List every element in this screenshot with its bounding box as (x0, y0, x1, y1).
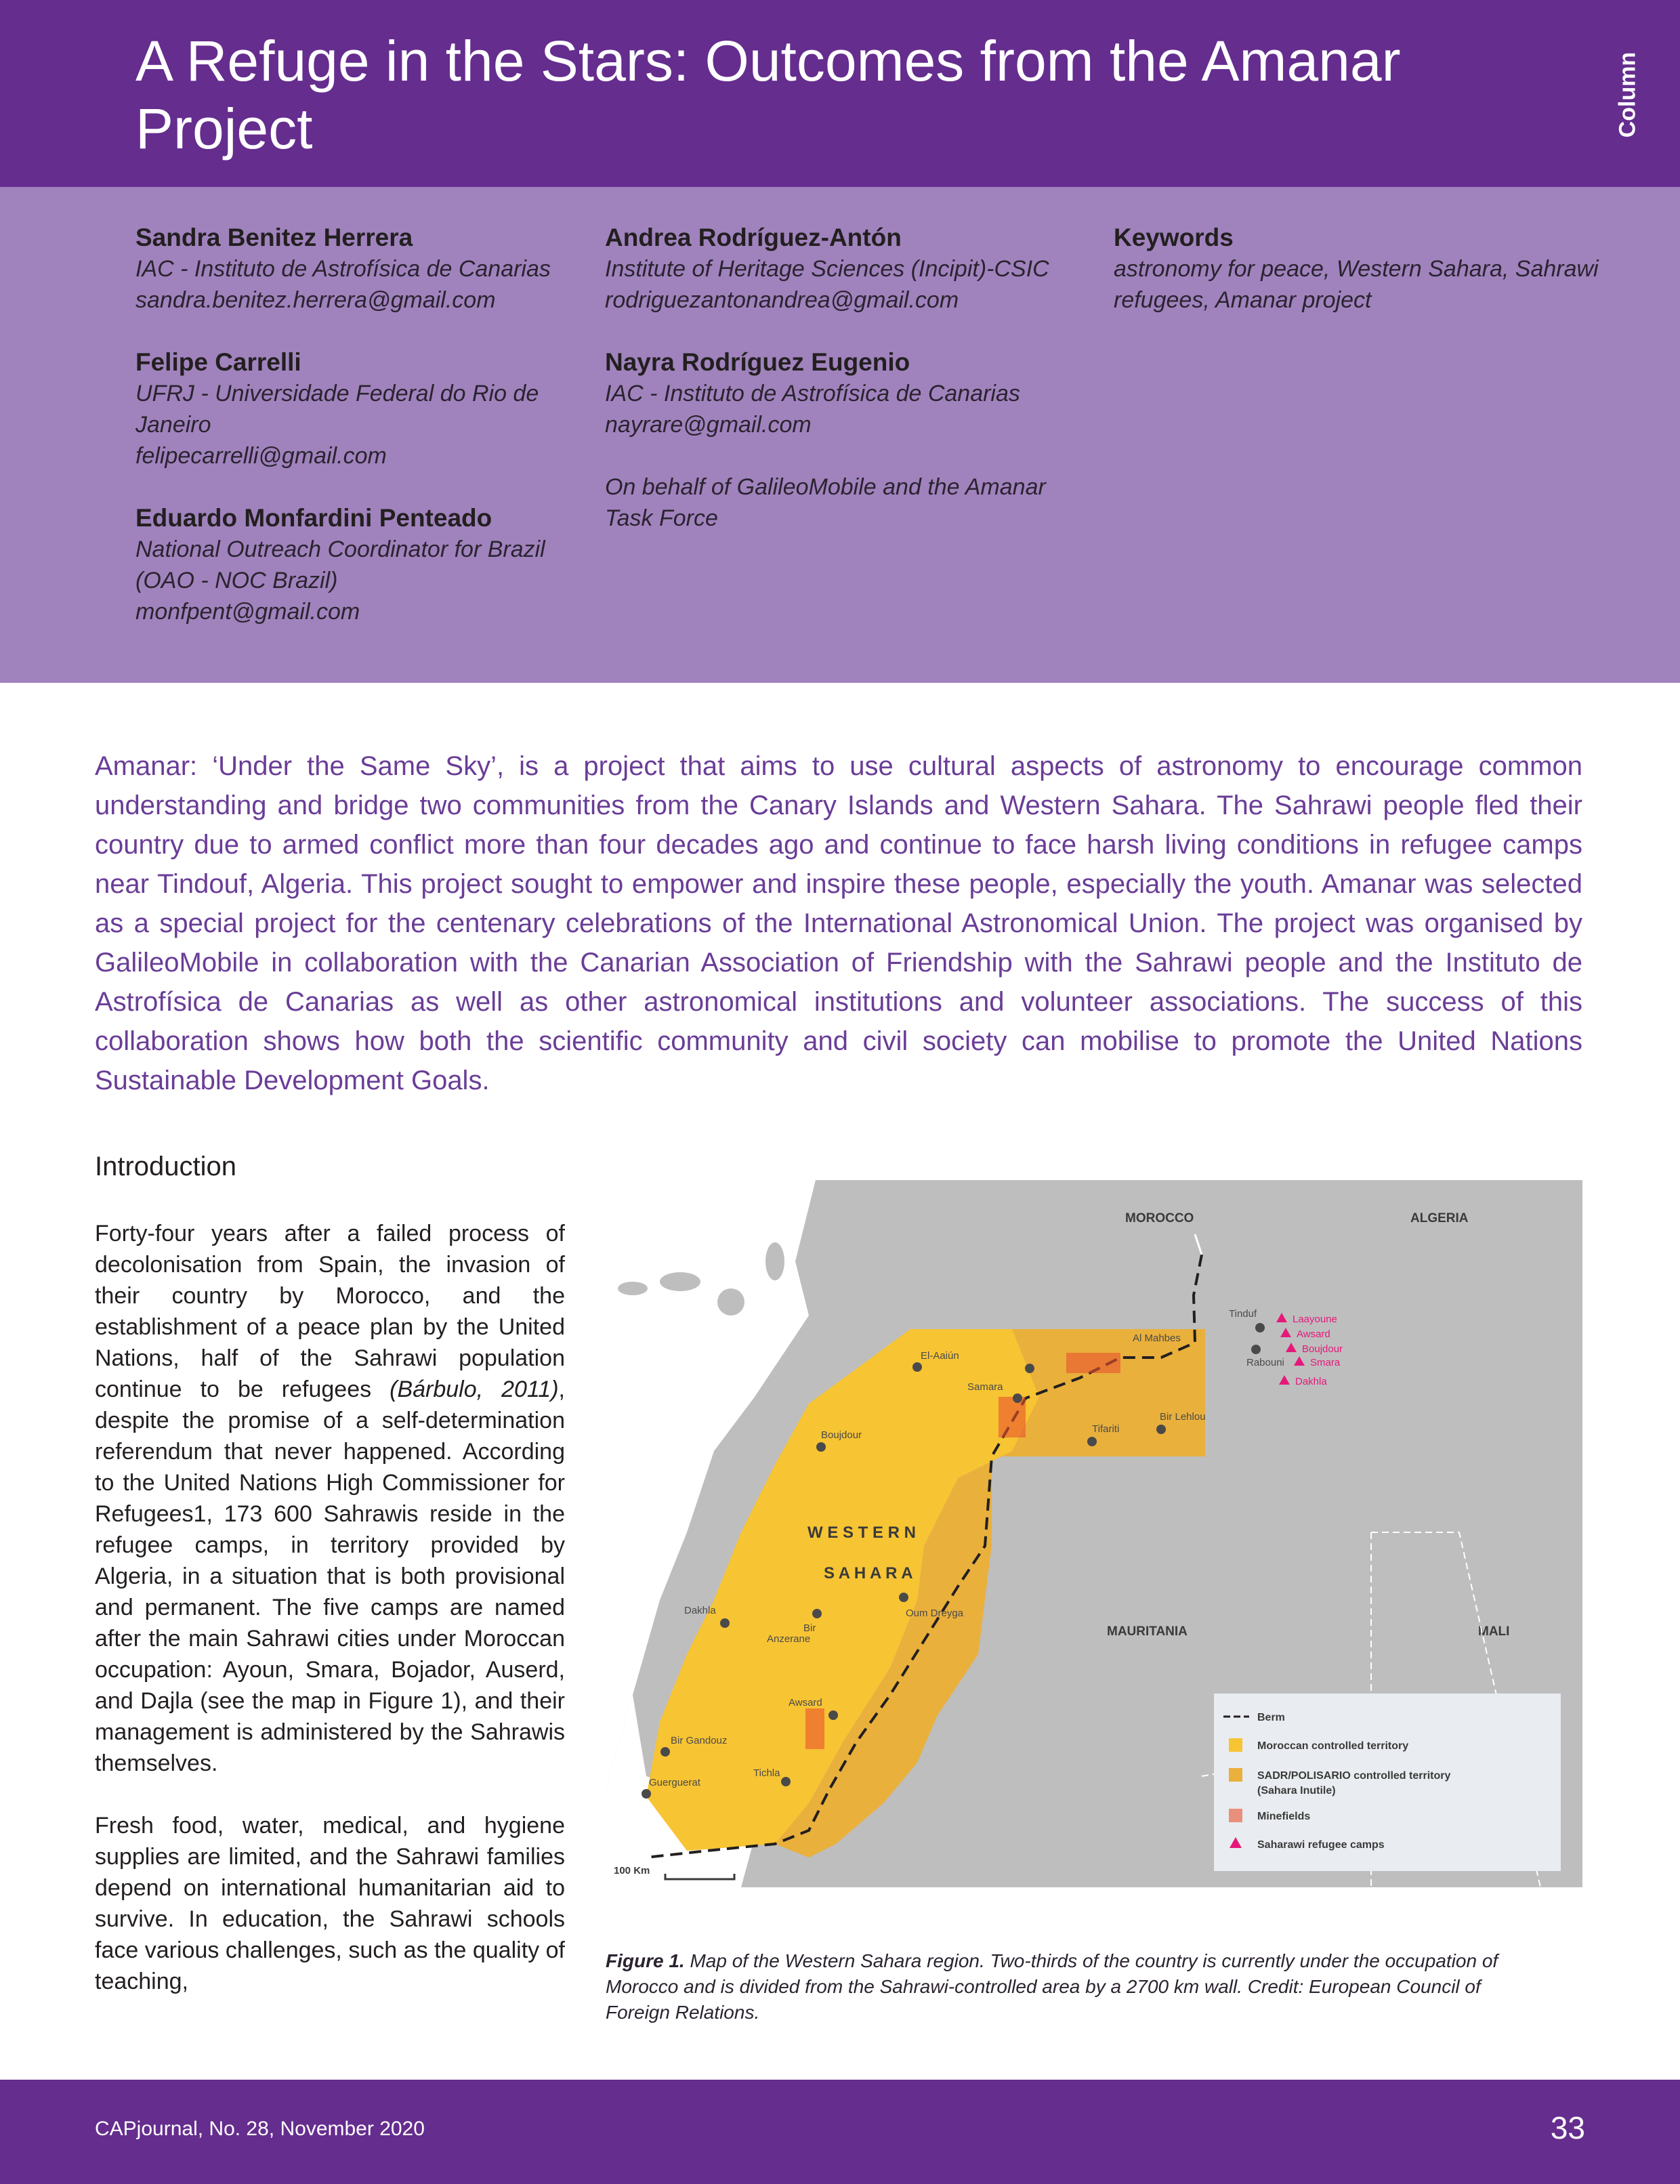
city-label: Awsard (789, 1697, 822, 1708)
city-label: Samara (967, 1381, 1003, 1393)
city-dot (660, 1747, 670, 1757)
author-block (135, 347, 569, 471)
canary-island (618, 1282, 648, 1295)
legend-sadr-sublabel: (Sahara Inutile) (1257, 1785, 1336, 1797)
author-block (135, 222, 569, 316)
city-dot (1025, 1364, 1034, 1373)
map-label-morocco: MOROCCO (1125, 1211, 1194, 1225)
city-label: Tifariti (1092, 1423, 1120, 1435)
section-tag-label: Column (1614, 51, 1641, 138)
city-label: Oum Dreyga (906, 1608, 964, 1619)
author-affiliation: IAC - Instituto de Astrofísica de Canarias (605, 381, 1020, 406)
introduction-body (95, 1218, 565, 2028)
figure-caption (606, 1948, 1540, 2025)
author-affiliation: Janeiro (135, 412, 211, 438)
city-label: Dakhla (684, 1605, 716, 1616)
authors-column-1 (135, 222, 569, 658)
camp-label: Dakhla (1295, 1376, 1327, 1387)
legend-sadr-swatch (1229, 1768, 1242, 1782)
on-behalf-line-1: On behalf of GalileoMobile and the Amanar (605, 474, 1046, 500)
city-label: Guerguerat (649, 1777, 700, 1788)
camp-label: Smara (1310, 1357, 1341, 1368)
author-affiliation: UFRJ - Universidade Federal do Rio de (135, 381, 539, 406)
map-label-mauritania: MAURITANIA (1107, 1624, 1188, 1639)
keywords-line-1: astronomy for peace, Western Sahara, Sahrawi (1114, 256, 1599, 282)
city-label: Anzerane (767, 1633, 811, 1645)
on-behalf-note (605, 471, 1093, 534)
city-label: Bir Gandouz (671, 1735, 728, 1746)
city-dot (828, 1710, 838, 1720)
introduction-heading: Introduction (95, 1152, 237, 1181)
city-dot (816, 1442, 826, 1452)
canary-island (717, 1288, 744, 1316)
legend-minefields-swatch (1229, 1809, 1242, 1822)
city-dot (781, 1777, 791, 1786)
author-block (605, 347, 1093, 440)
page-number: 33 (1550, 2110, 1585, 2145)
map-label-sahara: S A H A R A (824, 1564, 913, 1582)
author-block (605, 222, 1093, 316)
author-name: Nayra Rodríguez Eugenio (605, 348, 910, 376)
keywords-heading: Keywords (1114, 224, 1234, 251)
title-line-1: A Refuge in the Stars: Outcomes from the Amanar (135, 29, 1401, 93)
city-label: El-Aaiún (921, 1350, 959, 1362)
author-email[interactable]: felipecarrelli@gmail.com (135, 443, 387, 469)
city-dot (1251, 1345, 1261, 1354)
author-block (135, 503, 569, 627)
city-label: Boujdour (821, 1429, 862, 1441)
city-label: Al Mahbes (1133, 1332, 1181, 1344)
article-title (135, 27, 1456, 163)
keywords-column (1114, 222, 1601, 316)
camp-label: Awsard (1297, 1328, 1330, 1340)
figure-label: Figure 1. (606, 1950, 685, 1971)
journal-citation: CAPjournal, No. 28, November 2020 (95, 2118, 425, 2140)
map-label-algeria: ALGERIA (1410, 1211, 1469, 1225)
map-label-mali: MALI (1478, 1624, 1510, 1639)
author-name: Felipe Carrelli (135, 348, 301, 376)
city-dot (899, 1593, 908, 1602)
camp-label: Laayoune (1293, 1314, 1337, 1325)
city-dot (642, 1789, 651, 1799)
minefield (999, 1397, 1026, 1437)
author-affiliation: Institute of Heritage Sciences (Incipit)-CSIC (605, 256, 1049, 282)
legend-moroccan-swatch (1229, 1738, 1242, 1752)
city-label: Bir (803, 1622, 816, 1634)
author-email[interactable]: nayrare@gmail.com (605, 412, 812, 438)
authors-panel (0, 187, 1680, 683)
city-dot (1156, 1425, 1166, 1434)
city-dot (1087, 1437, 1097, 1446)
citation: (Bárbulo, 2011) (390, 1377, 559, 1402)
legend-berm-label: Berm (1257, 1712, 1285, 1723)
author-name: Andrea Rodríguez-Antón (605, 224, 902, 251)
western-sahara-map (606, 1180, 1582, 1887)
keywords-line-2: refugees, Amanar project (1114, 287, 1372, 313)
author-email[interactable]: rodriguezantonandrea@gmail.com (605, 287, 959, 313)
canary-island (807, 1214, 824, 1268)
city-label: Rabouni (1246, 1357, 1284, 1368)
city-dot (1013, 1393, 1022, 1403)
author-name: Eduardo Monfardini Penteado (135, 504, 492, 532)
paragraph-1-end: , despite the promise of a self-determination referendum that never happened. According to the United Nations High Commissioner for Refugees1, 173 600 Sahrawis reside in the refugee camps, in territory provided by Algeria, in a situation that is both provisional and permanent. The five camps are named after the main Sahrawi cities under Moroccan occupation: Ayoun, Smara, Bojador, Auserd, and Dajla (see the map in Figure 1), and their management is administered by the Sahrawis themselves. (95, 1377, 565, 1776)
city-dot (1255, 1323, 1265, 1332)
city-label: Tichla (753, 1767, 780, 1779)
canary-island (660, 1272, 700, 1291)
author-affiliation: National Outreach Coordinator for Brazil (135, 537, 545, 562)
paragraph-1 (95, 1218, 565, 1779)
legend-minefields-label: Minefields (1257, 1811, 1311, 1822)
header-band (0, 0, 1680, 187)
city-dot (812, 1609, 822, 1618)
map-label-western: W E S T E R N (807, 1524, 917, 1542)
legend-sadr-label: SADR/POLISARIO controlled territory (1257, 1770, 1451, 1782)
author-email[interactable]: monfpent@gmail.com (135, 599, 360, 625)
canary-island (765, 1242, 784, 1280)
legend-moroccan-label: Moroccan controlled territory (1257, 1740, 1409, 1752)
authors-column-2 (605, 222, 1093, 534)
paragraph-1-start: Forty-four years after a failed process of decolonisation from Spain, the invasion of their country by Morocco, and the establishment of a peace plan by the United Nations, half of the Sahrawi population continue to be refugees (95, 1221, 565, 1402)
minefield (805, 1708, 824, 1749)
scale-label: 100 Km (614, 1865, 650, 1876)
author-email[interactable]: sandra.benitez.herrera@gmail.com (135, 287, 496, 313)
abstract: Amanar: ‘Under the Same Sky’, is a project that aims to use cultural aspects of astronomy to encourage common understanding and bridge two communities from the Canary Islands and Western Sahara. The Sahrawi people fled their country due to armed conflict more than four decades ago and continue to face harsh living conditions in refugee camps near Tindouf, Algeria. This project sought to empower and inspire these people, especially the youth. Amanar was selected as a special project for the centenary celebrations of the International Astronomical Union. The project was organised by GalileoMobile in collaboration with the Canarian Association of Friendship with the Sahrawi people and the Instituto de Astrofísica de Canarias as well as other astronomical institutions and volunteer associations. The success of this collaboration shows how both the scientific community and civil society can mobilise to promote the United Nations Sustainable Development Goals. (95, 751, 1582, 1095)
city-dot (912, 1362, 922, 1372)
camp-label: Boujdour (1302, 1343, 1343, 1355)
author-affiliation: (OAO - NOC Brazil) (135, 568, 338, 593)
paragraph-2: Fresh food, water, medical, and hygiene supplies are limited, and the Sahrawi families depend on international humanitarian aid to survive. In education, the Sahrawi schools face various challenges, such as the quality of teaching, (95, 1813, 565, 1994)
author-affiliation: IAC - Instituto de Astrofísica de Canarias (135, 256, 551, 282)
footer-band (0, 2080, 1680, 2184)
author-name: Sandra Benitez Herrera (135, 224, 413, 251)
on-behalf-line-2: Task Force (605, 505, 718, 531)
figure-caption-text: Map of the Western Sahara region. Two-thirds of the country is currently under the occupation of Morocco and is divided from the Sahrawi-controlled area by a 2700 km wall. Credit: European Council of Foreign Relations. (606, 1950, 1498, 2023)
city-label: Tinduf (1229, 1308, 1257, 1320)
minefield (1066, 1353, 1120, 1373)
city-dot (720, 1618, 730, 1628)
legend-camps-label: Saharawi refugee camps (1257, 1839, 1385, 1851)
title-line-2: Project (135, 97, 313, 161)
section-tag (1616, 47, 1639, 142)
city-label: Bir Lehlou (1160, 1411, 1206, 1423)
